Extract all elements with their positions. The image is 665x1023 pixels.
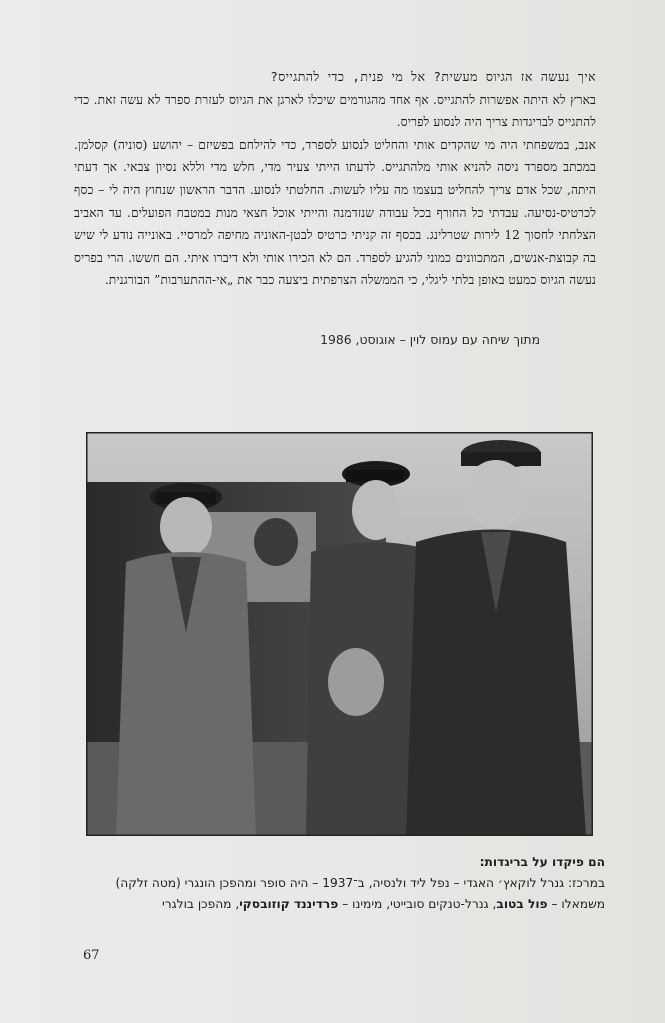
historical-photograph <box>86 432 593 836</box>
paragraph: אנב, במשפחתי היה מי שהקדים אותי והחליט לנסוע לספרד, כדי להילחם בפשיזם – יהושע (סוניה) קסלמן. במכתב מספרד ניסה להניא אותי מלהתגייס. לדעתו הייתי צעיר מדי, חלש מדי וללא נסיון צבאי. אך דעתי היתה, שכל אדם צריך להחליט בעצמו מה עליו לעשות. החלטתי לנסוע. הדבר הראשון שנחוץ היה לי – כסף לכרטיס-נסיעה. עבדתי כל החורף בכל עבודה שנזדמנה והייתי אוכל חצאי מנות במטבח הפועלים. עד האביב הצלחתי לחסוך 12 לירות שטרלינג. בכסף זה קניתי כרטיס לבטן-האוניה מחיפה למרסיי. באונייה נודע לי שיש בה קבוצת-אנשים, המתכוונים כמוני להגיע לספרד. הם לא הכירו אותי ולא דיברו איתי. הם חששו. הרי בפריס נעשה הגיוס כמעט באופן בלתי ליגלי, כי הממשלה הצרפתית ביצעה כבר את „אי-ההתערבות” הבורגנית. <box>74 137 596 288</box>
paragraph: בארץ לא היתה אפשרות להתגייס. אף אחד מהגורמים שיכלו לארגן את הגיוס לעזרת ספרד לא עשה זאת. כדי להתגייס לבריגדות צריך היה לנסוע לפריס. <box>74 92 596 130</box>
caption-middle: , גנרל-טנקים סובייטי, מימינו – <box>338 897 497 911</box>
photo-caption <box>80 852 605 915</box>
caption-text <box>80 873 605 915</box>
caption-prefix: במרכז: גנרל לוקאץ׳ האגדי – נפל ליד ולנסיה, ב־1937 – היה סופר ומהפכן הונגרי (מטה זלקה) משמאלו – <box>115 876 605 911</box>
interview-text <box>74 66 596 292</box>
source-attribution: מתוך שיחה עם עמוס לוין – אוגוסט, 1986 <box>320 332 540 347</box>
interview-question: איך נעשה אז הגיוס מעשית? אל מי פנית, כדי להתגייס? <box>270 69 596 84</box>
caption-suffix: , מהפכן בולגרי <box>162 897 240 911</box>
caption-title: הם פיקדו על בריגדות: <box>479 855 605 869</box>
caption-name-1: פול בטוב <box>496 897 548 911</box>
page-number: 67 <box>83 948 100 963</box>
caption-name-2: פרדיננד קוזובסקי <box>239 897 339 911</box>
